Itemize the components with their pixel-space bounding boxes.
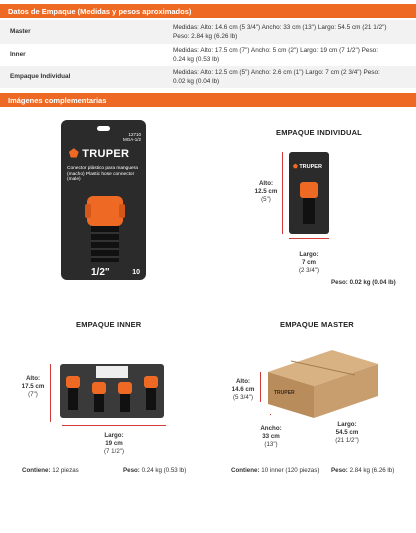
inner-width-label <box>89 432 139 456</box>
product-qty: 10 <box>132 269 140 276</box>
box-brand-label: TRUPER <box>274 390 295 396</box>
individual-width-label <box>282 251 336 275</box>
contains-label: Contiene: <box>22 467 51 474</box>
master-width-label <box>324 421 370 445</box>
master-height-line <box>260 372 261 402</box>
contains-value: 12 piezas <box>52 467 79 474</box>
dim-label: Largo: <box>104 432 124 439</box>
spec-label: Empaque Individual <box>10 73 71 80</box>
dim-value: 54.5 cm <box>335 429 359 436</box>
spec-label: Master <box>10 28 31 35</box>
weight-value: 0.02 kg (0.04 lb) <box>349 279 396 286</box>
dim-value: 14.6 cm <box>231 386 255 393</box>
dim-value: 33 cm <box>262 433 280 440</box>
master-package-title: EMPAQUE MASTER <box>280 320 354 329</box>
dim-label: Largo: <box>337 421 357 428</box>
brand-name: TRUPER <box>299 164 322 170</box>
product-code-number: 12710 <box>128 132 141 137</box>
inner-height-label <box>18 375 48 399</box>
brand-symbol: ⬟ <box>293 164 298 170</box>
spec-line: 0.02 kg (0.04 lb) <box>173 78 220 85</box>
brand-logo-small <box>293 164 322 170</box>
packaging-data-header: Datos de Empaque (Medidas y pesos aproximados) <box>0 4 416 18</box>
dim-label: Alto: <box>235 378 251 385</box>
product-description: Conector plástico para manguera (macho) Plastic hose connector (male) <box>67 166 138 182</box>
inner-weight <box>123 467 186 474</box>
individual-width-line <box>289 238 329 239</box>
individual-height-line <box>282 152 283 234</box>
spec-line: 0.24 kg (0.53 lb) <box>173 56 220 63</box>
dim-value: 12.5 cm <box>254 188 278 195</box>
dim-sub: (7 1/2") <box>103 448 125 455</box>
spec-line: Medidas: Alto: 12.5 cm (5") Ancho: 2.6 cm (1") Largo: 7 cm (2 3/4") Peso: <box>173 69 380 76</box>
dim-value: 19 cm <box>105 440 123 447</box>
weight-value: 0.24 kg (0.53 lb) <box>141 467 187 474</box>
spec-label: Inner <box>10 51 26 58</box>
inner-contains <box>22 467 79 474</box>
weight-label: Peso: <box>331 467 348 474</box>
spec-line: Medidas: Alto: 14.6 cm (5 3/4") Ancho: 33 cm (13") Largo: 54.5 cm (21 1/2") <box>173 24 387 31</box>
product-code <box>123 132 141 142</box>
weight-label: Peso: <box>123 467 140 474</box>
dim-label: Ancho: <box>260 425 282 432</box>
hang-hole <box>97 126 110 131</box>
inner-package-title: EMPAQUE INNER <box>76 320 142 329</box>
individual-package-image <box>289 152 329 234</box>
master-contains <box>231 467 319 474</box>
spec-line: Peso: 2.84 kg (6.26 lb) <box>173 33 238 40</box>
dim-sub: (5 3/4") <box>232 394 254 401</box>
master-height-label <box>228 378 258 402</box>
contains-label: Contiene: <box>231 467 260 474</box>
spec-row-master <box>0 20 416 44</box>
contains-value: 10 inner (120 piezas) <box>261 467 320 474</box>
dim-sub: (5") <box>261 196 271 203</box>
weight-label: Peso: <box>331 279 348 286</box>
dim-value: 7 cm <box>301 259 317 266</box>
inner-height-line <box>50 364 51 422</box>
individual-package-title: EMPAQUE INDIVIDUAL <box>276 128 362 137</box>
brand-name: TRUPER <box>82 148 130 160</box>
spec-row-individual <box>0 66 416 88</box>
complementary-images-header: Imágenes complementarias <box>0 93 416 107</box>
spec-row-inner <box>0 44 416 66</box>
dim-sub: (13") <box>264 441 278 448</box>
dim-sub: (21 1/2") <box>335 437 359 444</box>
product-card-image <box>61 120 146 280</box>
hose-connector-icon <box>83 194 127 264</box>
master-weight <box>331 467 394 474</box>
spec-value <box>173 68 409 86</box>
inner-package-image <box>58 360 168 424</box>
spec-line: Medidas: Alto: 17.5 cm (7") Ancho: 5 cm (2") Largo: 19 cm (7 1/2") Peso: <box>173 47 379 54</box>
weight-value: 2.84 kg (6.26 lb) <box>349 467 395 474</box>
product-code-sub: MGA-1/2 <box>122 137 141 142</box>
dim-sub: (2 3/4") <box>298 267 320 274</box>
master-box-image <box>262 346 384 420</box>
dim-sub: (7") <box>28 391 38 398</box>
individual-weight <box>331 279 396 286</box>
spec-value <box>173 46 409 64</box>
brand-logo <box>69 147 129 160</box>
dim-label: Alto: <box>25 375 41 382</box>
master-depth-label <box>254 425 288 449</box>
brand-symbol: ⬟ <box>69 148 79 160</box>
product-size: 1/2" <box>91 267 110 278</box>
individual-height-label <box>252 180 280 204</box>
dim-label: Alto: <box>258 180 274 187</box>
dim-label: Largo: <box>299 251 319 258</box>
small-connector-icon <box>299 182 319 226</box>
spec-value <box>173 23 409 41</box>
inner-width-line <box>62 425 166 426</box>
dim-value: 17.5 cm <box>21 383 45 390</box>
master-depth-line <box>270 414 271 415</box>
